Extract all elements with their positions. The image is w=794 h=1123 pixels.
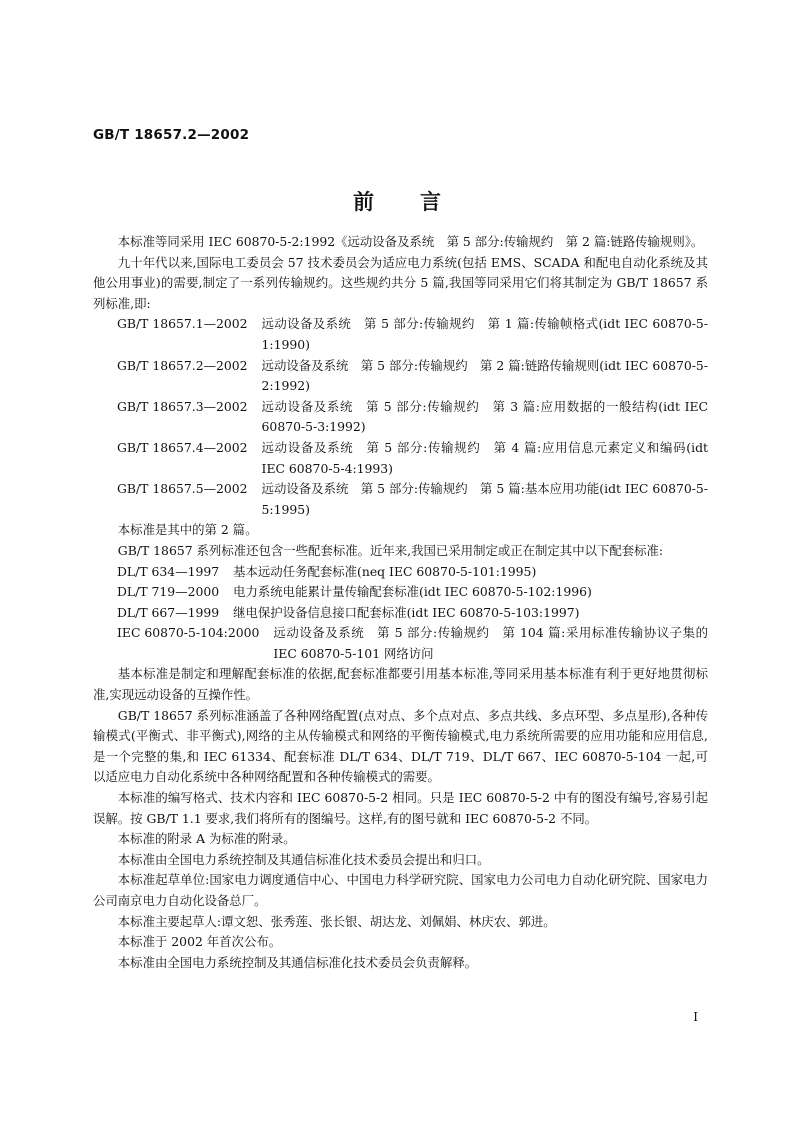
standard-code: GB/T 18657.5—2002 (117, 481, 248, 497)
paragraph-format-note: 本标准的编写格式、技术内容和 IEC 60870-5-2 相同。只是 IEC 60870-5-2 中有的图没有编号,容易引起误解。按 GB/T 1.1 要求,我们将所有的图编号。这样,有的图号就和 IEC 60870-5-2 不同。 (93, 790, 708, 826)
document-header: GB/T 18657.2—2002 (93, 127, 250, 143)
list-item (93, 356, 708, 397)
paragraph-this-part: 本标准是其中的第 2 篇。 (117, 522, 258, 538)
paragraph-drafting-units: 本标准起草单位:国家电力调度通信中心、中国电力科学研究院、国家电力公司电力自动化研究院、国家电力公司南京电力自动化设备总厂。 (93, 872, 708, 908)
standard-code: DL/T 634—1997 (117, 563, 220, 579)
standard-code: DL/T 667—1999 (117, 604, 220, 620)
paragraph-interpretation: 本标准由全国电力系统控制及其通信标准化技术委员会负责解释。 (117, 954, 478, 970)
list-item (93, 479, 708, 520)
standard-description: 远动设备及系统 第 5 部分:传输规约 第 4 篇:应用信息元素定义和编码(idt IEC 60870-5-4:1993) (261, 439, 708, 476)
list-item (93, 438, 708, 479)
list-item (93, 603, 708, 624)
standard-description: 远动设备及系统 第 5 部分:传输规约 第 5 篇:基本应用功能(idt IEC 60870-5-5:1995) (261, 481, 708, 517)
list-item (93, 582, 708, 603)
paragraph-coverage: GB/T 18657 系列标准涵盖了各种网络配置(点对点、多个点对点、多点共线、多点环型、多点星形),各种传输模式(平衡式、非平衡式),网络的主从传输模式和网络的平衡传输模式,电力系统所需要的应用功能和应用信息,是一个完整的集,和 IEC 61334、配套标准 DL/T 634、DL/T 719、DL/T 667、IEC 60870-5-104 一起,可以适应电力自动化系统中各种网络配置和各种传输模式的需要。 (93, 707, 708, 785)
paragraph-appendix: 本标准的附录 A 为标准的附录。 (117, 831, 296, 847)
standard-code: GB/T 18657.2—2002 (117, 357, 248, 373)
standard-code: GB/T 18657.1—2002 (117, 316, 248, 332)
paragraph-first-published: 本标准于 2002 年首次公布。 (117, 934, 282, 950)
page-number: I (693, 1010, 698, 1024)
standard-code: GB/T 18657.4—2002 (117, 439, 248, 455)
standard-description: 远动设备及系统 第 5 部分:传输规约 第 1 篇:传输帧格式(idt IEC 60870-5-1:1990) (261, 316, 708, 352)
standard-description: 继电保护设备信息接口配套标准(idt IEC 60870-5-103:1997) (233, 604, 580, 620)
standard-description: 基本远动任务配套标准(neq IEC 60870-5-101:1995) (233, 563, 537, 579)
list-item (93, 562, 708, 583)
series-standards-list (93, 314, 708, 520)
standard-description: 电力系统电能累计量传输配套标准(idt IEC 60870-5-102:1996) (233, 584, 592, 600)
standard-code: GB/T 18657.3—2002 (117, 398, 248, 414)
list-item (93, 623, 708, 664)
companion-standards-list (93, 562, 708, 665)
paragraph-companion-intro: GB/T 18657 系列标准还包含一些配套标准。近年来,我国已采用制定或正在制定其中以下配套标准: (117, 542, 664, 558)
list-item (93, 314, 708, 355)
standard-description: 远动设备及系统 第 5 部分:传输规约 第 2 篇:链路传输规则(idt IEC 60870-5-2:1992) (261, 357, 708, 394)
standard-description: 远动设备及系统 第 5 部分:传输规约 第 3 篇:应用数据的一般结构(idt IEC 60870-5-3:1992) (261, 398, 708, 435)
standard-code: IEC 60870-5-104:2000 (117, 625, 260, 641)
paragraph-adoption: 本标准等同采用 IEC 60870-5-2:1992《远动设备及系统 第 5 部分:传输规约 第 2 篇:链路传输规则》。 (117, 234, 704, 249)
document-body (93, 232, 708, 973)
standard-code: DL/T 719—2000 (117, 584, 220, 600)
standard-description: 远动设备及系统 第 5 部分:传输规约 第 104 篇:采用标准传输协议子集的 IEC 60870-5-101 网络访问 (273, 625, 708, 661)
list-item (93, 397, 708, 438)
paragraph-basic-standard: 基本标准是制定和理解配套标准的依据,配套标准都要引用基本标准,等同采用基本标准有利于更好地贯彻标准,实现远动设备的互操作性。 (93, 666, 708, 703)
page-title: 前言 (353, 190, 487, 214)
paragraph-proposed-by: 本标准由全国电力系统控制及其通信标准化技术委员会提出和归口。 (117, 851, 490, 867)
paragraph-drafters: 本标准主要起草人:谭文恕、张秀莲、张长银、胡达龙、刘佩娟、林庆农、郭进。 (117, 913, 556, 929)
paragraph-background: 九十年代以来,国际电工委员会 57 技术委员会为适应电力系统(包括 EMS、SCADA 和配电自动化系统及其他公用事业)的需要,制定了一系列传输规约。这些规约共分 5 篇,我国等同采用它们将其制定为 GB/T 18657 系列标准,即: (93, 254, 708, 311)
